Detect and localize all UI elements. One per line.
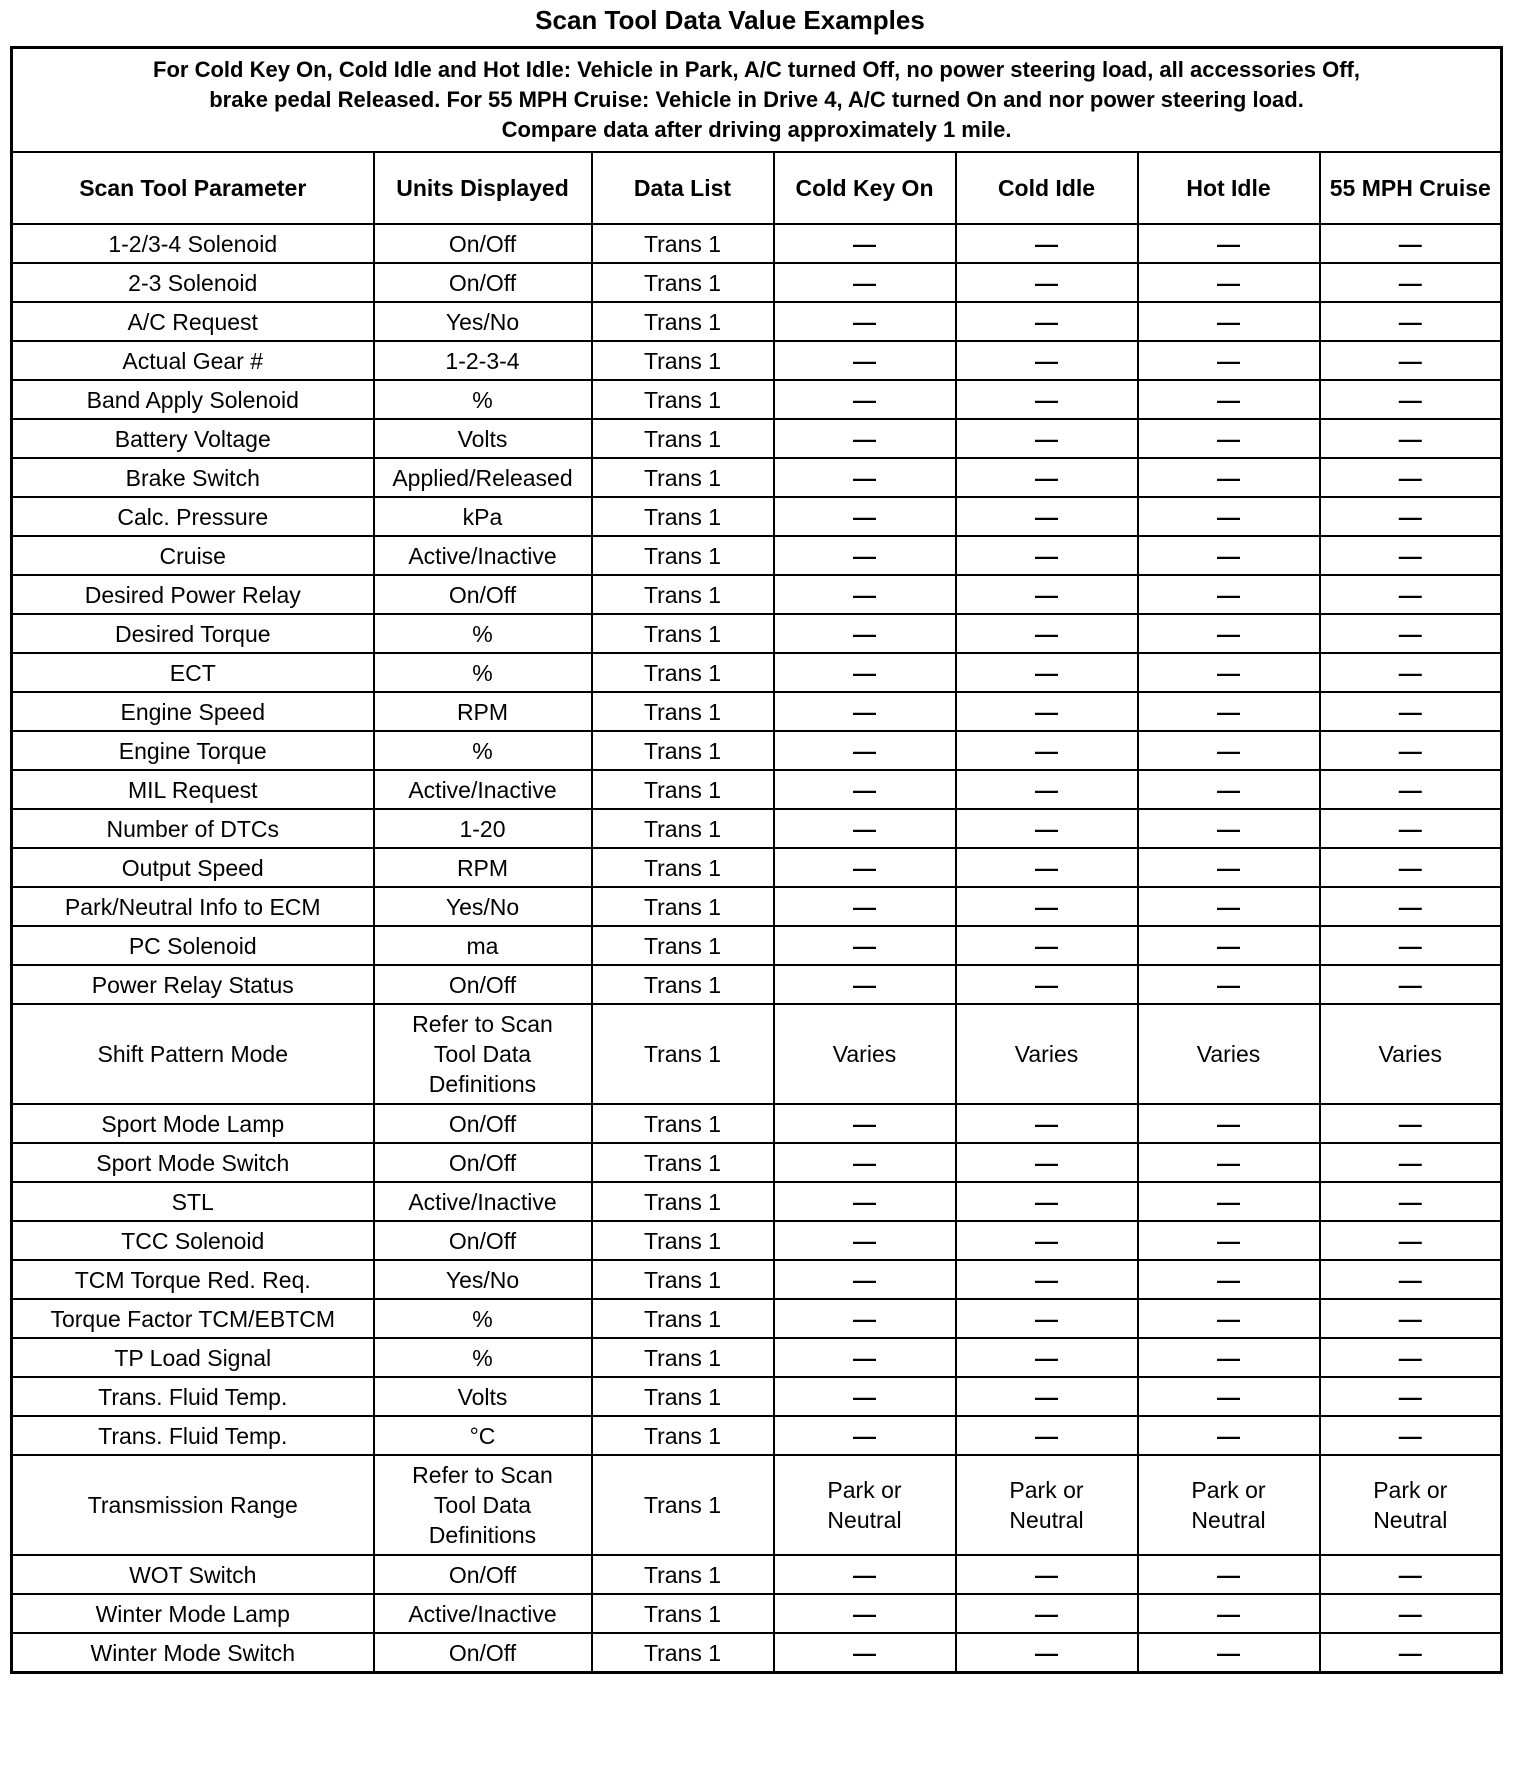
cell-units: On/Off	[374, 1143, 592, 1182]
cell-parameter: Brake Switch	[12, 458, 374, 497]
cell-cold-key-on: —	[774, 341, 956, 380]
cell-cold-key-on: —	[774, 1338, 956, 1377]
cell-55-mph-cruise: —	[1320, 926, 1502, 965]
cell-hot-idle: —	[1138, 887, 1320, 926]
cell-data-list: Trans 1	[592, 1377, 774, 1416]
cell-cold-idle: —	[956, 614, 1138, 653]
cell-hot-idle: —	[1138, 1416, 1320, 1455]
cell-cold-idle: —	[956, 224, 1138, 263]
cell-hot-idle: —	[1138, 1338, 1320, 1377]
cell-cold-key-on: —	[774, 1221, 956, 1260]
header-scan-tool-parameter: Scan Tool Parameter	[12, 152, 374, 224]
cell-55-mph-cruise: —	[1320, 458, 1502, 497]
table-row	[12, 926, 1502, 965]
cell-parameter: Engine Speed	[12, 692, 374, 731]
cell-data-list: Trans 1	[592, 1594, 774, 1633]
cell-parameter: Winter Mode Lamp	[12, 1594, 374, 1633]
cell-parameter: Trans. Fluid Temp.	[12, 1416, 374, 1455]
table-row	[12, 1104, 1502, 1143]
cell-cold-key-on: —	[774, 1104, 956, 1143]
cell-data-list: Trans 1	[592, 1338, 774, 1377]
cell-cold-idle: —	[956, 302, 1138, 341]
cell-parameter: TCC Solenoid	[12, 1221, 374, 1260]
cell-data-list: Trans 1	[592, 1455, 774, 1555]
cell-cold-key-on: —	[774, 1260, 956, 1299]
header-cold-idle: Cold Idle	[956, 152, 1138, 224]
cell-parameter: Shift Pattern Mode	[12, 1004, 374, 1104]
cell-hot-idle: —	[1138, 1104, 1320, 1143]
cell-parameter: Sport Mode Switch	[12, 1143, 374, 1182]
note-line: brake pedal Released. For 55 MPH Cruise: Vehicle in Drive 4, A/C turned On and nor power steering load.	[209, 87, 1304, 112]
cell-units: On/Off	[374, 1104, 592, 1143]
table-row	[12, 224, 1502, 263]
cell-data-list: Trans 1	[592, 1555, 774, 1594]
cell-cold-idle: Varies	[956, 1004, 1138, 1104]
cell-55-mph-cruise: —	[1320, 692, 1502, 731]
header-55-mph-cruise: 55 MPH Cruise	[1320, 152, 1502, 224]
cell-data-list: Trans 1	[592, 1221, 774, 1260]
cell-cold-idle: —	[956, 419, 1138, 458]
cell-parameter: Park/Neutral Info to ECM	[12, 887, 374, 926]
cell-data-list: Trans 1	[592, 1004, 774, 1104]
table-row	[12, 1633, 1502, 1673]
cell-55-mph-cruise: —	[1320, 419, 1502, 458]
conditions-note	[12, 48, 1502, 153]
cell-data-list: Trans 1	[592, 263, 774, 302]
table-row	[12, 848, 1502, 887]
cell-cold-idle: —	[956, 575, 1138, 614]
cell-units: %	[374, 614, 592, 653]
table-row	[12, 1004, 1502, 1104]
table-row	[12, 536, 1502, 575]
cell-cold-idle: —	[956, 1104, 1138, 1143]
cell-55-mph-cruise: —	[1320, 302, 1502, 341]
cell-cold-idle: —	[956, 1260, 1138, 1299]
table-row	[12, 1143, 1502, 1182]
cell-data-list: Trans 1	[592, 536, 774, 575]
cell-cold-idle: —	[956, 1416, 1138, 1455]
cell-units: On/Off	[374, 965, 592, 1004]
cell-cold-key-on: —	[774, 458, 956, 497]
cell-data-list: Trans 1	[592, 1260, 774, 1299]
cell-units: On/Off	[374, 1221, 592, 1260]
cell-cold-idle: —	[956, 1633, 1138, 1673]
cell-parameter: MIL Request	[12, 770, 374, 809]
cell-units: Yes/No	[374, 887, 592, 926]
cell-cold-key-on: —	[774, 497, 956, 536]
cell-55-mph-cruise: —	[1320, 1594, 1502, 1633]
cell-units: %	[374, 380, 592, 419]
cell-hot-idle: —	[1138, 1143, 1320, 1182]
cell-parameter: Cruise	[12, 536, 374, 575]
cell-parameter: Battery Voltage	[12, 419, 374, 458]
cell-hot-idle: —	[1138, 458, 1320, 497]
cell-units: On/Off	[374, 263, 592, 302]
table-row	[12, 1594, 1502, 1633]
table-row	[12, 614, 1502, 653]
cell-parameter: Output Speed	[12, 848, 374, 887]
table-row	[12, 419, 1502, 458]
cell-cold-idle: —	[956, 1182, 1138, 1221]
cell-cold-idle: —	[956, 497, 1138, 536]
cell-cold-key-on: —	[774, 1143, 956, 1182]
cell-hot-idle: —	[1138, 497, 1320, 536]
cell-units: Applied/Released	[374, 458, 592, 497]
cell-data-list: Trans 1	[592, 1143, 774, 1182]
cell-cold-key-on: —	[774, 614, 956, 653]
cell-parameter: WOT Switch	[12, 1555, 374, 1594]
cell-parameter: Engine Torque	[12, 731, 374, 770]
cell-units: °C	[374, 1416, 592, 1455]
cell-hot-idle: —	[1138, 263, 1320, 302]
cell-cold-idle: —	[956, 1221, 1138, 1260]
cell-units: Active/Inactive	[374, 770, 592, 809]
cell-parameter: STL	[12, 1182, 374, 1221]
cell-parameter: 2-3 Solenoid	[12, 263, 374, 302]
table-row	[12, 1260, 1502, 1299]
cell-55-mph-cruise: —	[1320, 1221, 1502, 1260]
cell-cold-key-on: —	[774, 848, 956, 887]
cell-units: Active/Inactive	[374, 536, 592, 575]
cell-55-mph-cruise: —	[1320, 770, 1502, 809]
cell-parameter: Sport Mode Lamp	[12, 1104, 374, 1143]
table-body	[12, 224, 1502, 1673]
cell-data-list: Trans 1	[592, 341, 774, 380]
cell-55-mph-cruise: —	[1320, 1104, 1502, 1143]
cell-data-list: Trans 1	[592, 497, 774, 536]
page-title: Scan Tool Data Value Examples	[535, 5, 925, 35]
cell-hot-idle: —	[1138, 653, 1320, 692]
cell-cold-idle: —	[956, 653, 1138, 692]
cell-units: RPM	[374, 848, 592, 887]
cell-data-list: Trans 1	[592, 770, 774, 809]
cell-cold-key-on: —	[774, 809, 956, 848]
cell-hot-idle: —	[1138, 536, 1320, 575]
cell-units: On/Off	[374, 1555, 592, 1594]
cell-55-mph-cruise: —	[1320, 731, 1502, 770]
cell-hot-idle: —	[1138, 1299, 1320, 1338]
table-row	[12, 1377, 1502, 1416]
table-row	[12, 341, 1502, 380]
cell-data-list: Trans 1	[592, 926, 774, 965]
cell-55-mph-cruise: —	[1320, 224, 1502, 263]
table-row	[12, 770, 1502, 809]
table-row	[12, 692, 1502, 731]
cell-units: %	[374, 1299, 592, 1338]
cell-cold-key-on: —	[774, 926, 956, 965]
cell-parameter: Torque Factor TCM/EBTCM	[12, 1299, 374, 1338]
cell-parameter: Winter Mode Switch	[12, 1633, 374, 1673]
cell-cold-idle: —	[956, 536, 1138, 575]
scan-tool-table	[10, 46, 1503, 1674]
cell-55-mph-cruise: —	[1320, 848, 1502, 887]
header-cold-key-on: Cold Key On	[774, 152, 956, 224]
table-row	[12, 1416, 1502, 1455]
cell-cold-key-on: Varies	[774, 1004, 956, 1104]
cell-hot-idle: —	[1138, 1260, 1320, 1299]
cell-parameter: 1-2/3-4 Solenoid	[12, 224, 374, 263]
cell-cold-idle: —	[956, 1594, 1138, 1633]
cell-55-mph-cruise: —	[1320, 575, 1502, 614]
cell-parameter: Band Apply Solenoid	[12, 380, 374, 419]
cell-hot-idle: —	[1138, 575, 1320, 614]
cell-cold-idle: —	[956, 848, 1138, 887]
cell-hot-idle: —	[1138, 770, 1320, 809]
cell-55-mph-cruise: —	[1320, 1143, 1502, 1182]
cell-hot-idle: —	[1138, 848, 1320, 887]
cell-cold-idle: Park or Neutral	[956, 1455, 1138, 1555]
cell-data-list: Trans 1	[592, 458, 774, 497]
cell-cold-key-on: —	[774, 1182, 956, 1221]
cell-hot-idle: —	[1138, 692, 1320, 731]
cell-cold-key-on: —	[774, 536, 956, 575]
cell-data-list: Trans 1	[592, 809, 774, 848]
header-hot-idle: Hot Idle	[1138, 152, 1320, 224]
cell-55-mph-cruise: —	[1320, 1260, 1502, 1299]
cell-cold-key-on: —	[774, 263, 956, 302]
cell-55-mph-cruise: —	[1320, 1299, 1502, 1338]
cell-data-list: Trans 1	[592, 653, 774, 692]
cell-cold-idle: —	[956, 1299, 1138, 1338]
cell-cold-idle: —	[956, 731, 1138, 770]
cell-hot-idle: —	[1138, 926, 1320, 965]
cell-cold-key-on: Park or Neutral	[774, 1455, 956, 1555]
table-row	[12, 458, 1502, 497]
cell-cold-idle: —	[956, 1377, 1138, 1416]
cell-units: On/Off	[374, 224, 592, 263]
cell-55-mph-cruise: —	[1320, 809, 1502, 848]
cell-cold-key-on: —	[774, 770, 956, 809]
cell-hot-idle: —	[1138, 419, 1320, 458]
cell-units: On/Off	[374, 1633, 592, 1673]
cell-data-list: Trans 1	[592, 224, 774, 263]
cell-55-mph-cruise: —	[1320, 380, 1502, 419]
cell-units: kPa	[374, 497, 592, 536]
cell-hot-idle: Park or Neutral	[1138, 1455, 1320, 1555]
cell-units: ma	[374, 926, 592, 965]
cell-data-list: Trans 1	[592, 1416, 774, 1455]
cell-data-list: Trans 1	[592, 1104, 774, 1143]
cell-units: On/Off	[374, 575, 592, 614]
cell-hot-idle: —	[1138, 614, 1320, 653]
cell-cold-key-on: —	[774, 653, 956, 692]
cell-units: 1-20	[374, 809, 592, 848]
cell-data-list: Trans 1	[592, 1182, 774, 1221]
cell-parameter: ECT	[12, 653, 374, 692]
header-row	[12, 152, 1502, 224]
cell-parameter: TCM Torque Red. Req.	[12, 1260, 374, 1299]
cell-55-mph-cruise: Varies	[1320, 1004, 1502, 1104]
cell-55-mph-cruise: —	[1320, 536, 1502, 575]
cell-data-list: Trans 1	[592, 1299, 774, 1338]
cell-units: %	[374, 653, 592, 692]
cell-55-mph-cruise: —	[1320, 614, 1502, 653]
cell-cold-idle: —	[956, 263, 1138, 302]
table-row	[12, 302, 1502, 341]
cell-cold-idle: —	[956, 458, 1138, 497]
table-row	[12, 965, 1502, 1004]
cell-55-mph-cruise: Park or Neutral	[1320, 1455, 1502, 1555]
cell-parameter: Trans. Fluid Temp.	[12, 1377, 374, 1416]
cell-55-mph-cruise: —	[1320, 1555, 1502, 1594]
cell-55-mph-cruise: —	[1320, 497, 1502, 536]
cell-hot-idle: —	[1138, 809, 1320, 848]
table-row	[12, 575, 1502, 614]
cell-55-mph-cruise: —	[1320, 1416, 1502, 1455]
cell-55-mph-cruise: —	[1320, 1338, 1502, 1377]
cell-cold-key-on: —	[774, 1377, 956, 1416]
cell-units: Refer to Scan Tool Data Definitions	[374, 1455, 592, 1555]
cell-cold-key-on: —	[774, 575, 956, 614]
note-line: For Cold Key On, Cold Idle and Hot Idle: Vehicle in Park, A/C turned Off, no power steering load, all accessories Off,	[153, 57, 1360, 82]
cell-parameter: Desired Torque	[12, 614, 374, 653]
cell-data-list: Trans 1	[592, 692, 774, 731]
cell-cold-idle: —	[956, 770, 1138, 809]
cell-parameter: Number of DTCs	[12, 809, 374, 848]
cell-hot-idle: —	[1138, 341, 1320, 380]
cell-hot-idle: —	[1138, 380, 1320, 419]
cell-55-mph-cruise: —	[1320, 1633, 1502, 1673]
note-line: Compare data after driving approximately 1 mile.	[501, 117, 1012, 142]
cell-cold-key-on: —	[774, 1594, 956, 1633]
cell-parameter: Transmission Range	[12, 1455, 374, 1555]
cell-cold-idle: —	[956, 341, 1138, 380]
table-row	[12, 653, 1502, 692]
cell-cold-idle: —	[956, 380, 1138, 419]
cell-cold-key-on: —	[774, 1633, 956, 1673]
cell-hot-idle: —	[1138, 1633, 1320, 1673]
cell-hot-idle: —	[1138, 965, 1320, 1004]
cell-data-list: Trans 1	[592, 302, 774, 341]
header-units-displayed: Units Displayed	[374, 152, 592, 224]
cell-units: 1-2-3-4	[374, 341, 592, 380]
cell-55-mph-cruise: —	[1320, 1377, 1502, 1416]
table-row	[12, 887, 1502, 926]
cell-hot-idle: —	[1138, 224, 1320, 263]
cell-cold-key-on: —	[774, 692, 956, 731]
cell-data-list: Trans 1	[592, 887, 774, 926]
cell-55-mph-cruise: —	[1320, 887, 1502, 926]
cell-55-mph-cruise: —	[1320, 1182, 1502, 1221]
cell-hot-idle: —	[1138, 1221, 1320, 1260]
table-row	[12, 497, 1502, 536]
cell-units: %	[374, 731, 592, 770]
table-row	[12, 1338, 1502, 1377]
cell-units: Volts	[374, 1377, 592, 1416]
header-data-list: Data List	[592, 152, 774, 224]
cell-parameter: Power Relay Status	[12, 965, 374, 1004]
cell-cold-idle: —	[956, 809, 1138, 848]
cell-units: %	[374, 1338, 592, 1377]
cell-cold-idle: —	[956, 965, 1138, 1004]
cell-data-list: Trans 1	[592, 1633, 774, 1673]
cell-cold-key-on: —	[774, 731, 956, 770]
cell-cold-key-on: —	[774, 1299, 956, 1338]
cell-data-list: Trans 1	[592, 614, 774, 653]
table-row	[12, 809, 1502, 848]
cell-cold-key-on: —	[774, 224, 956, 263]
cell-hot-idle: —	[1138, 731, 1320, 770]
cell-parameter: PC Solenoid	[12, 926, 374, 965]
cell-cold-key-on: —	[774, 419, 956, 458]
cell-cold-idle: —	[956, 692, 1138, 731]
cell-cold-idle: —	[956, 1143, 1138, 1182]
cell-data-list: Trans 1	[592, 848, 774, 887]
cell-cold-idle: —	[956, 1338, 1138, 1377]
cell-cold-key-on: —	[774, 965, 956, 1004]
table-row	[12, 380, 1502, 419]
cell-units: Active/Inactive	[374, 1182, 592, 1221]
cell-units: Refer to Scan Tool Data Definitions	[374, 1004, 592, 1104]
cell-data-list: Trans 1	[592, 380, 774, 419]
cell-data-list: Trans 1	[592, 731, 774, 770]
cell-hot-idle: —	[1138, 1594, 1320, 1633]
table-row	[12, 1555, 1502, 1594]
table-row	[12, 1221, 1502, 1260]
cell-units: RPM	[374, 692, 592, 731]
cell-units: Yes/No	[374, 1260, 592, 1299]
cell-hot-idle: —	[1138, 1182, 1320, 1221]
cell-units: Volts	[374, 419, 592, 458]
cell-units: Active/Inactive	[374, 1594, 592, 1633]
cell-data-list: Trans 1	[592, 419, 774, 458]
conditions-note-row	[12, 48, 1502, 153]
table-row	[12, 1299, 1502, 1338]
cell-hot-idle: —	[1138, 1555, 1320, 1594]
cell-cold-key-on: —	[774, 1416, 956, 1455]
cell-data-list: Trans 1	[592, 965, 774, 1004]
cell-hot-idle: Varies	[1138, 1004, 1320, 1104]
cell-55-mph-cruise: —	[1320, 653, 1502, 692]
cell-55-mph-cruise: —	[1320, 341, 1502, 380]
table-row	[12, 731, 1502, 770]
cell-cold-key-on: —	[774, 380, 956, 419]
cell-cold-key-on: —	[774, 302, 956, 341]
cell-data-list: Trans 1	[592, 575, 774, 614]
cell-cold-idle: —	[956, 887, 1138, 926]
table-row	[12, 263, 1502, 302]
cell-hot-idle: —	[1138, 302, 1320, 341]
cell-parameter: Calc. Pressure	[12, 497, 374, 536]
cell-55-mph-cruise: —	[1320, 263, 1502, 302]
table-row	[12, 1182, 1502, 1221]
cell-cold-key-on: —	[774, 1555, 956, 1594]
cell-hot-idle: —	[1138, 1377, 1320, 1416]
cell-cold-idle: —	[956, 1555, 1138, 1594]
cell-units: Yes/No	[374, 302, 592, 341]
cell-cold-key-on: —	[774, 887, 956, 926]
table-row	[12, 1455, 1502, 1555]
cell-parameter: TP Load Signal	[12, 1338, 374, 1377]
cell-cold-idle: —	[956, 926, 1138, 965]
cell-parameter: Desired Power Relay	[12, 575, 374, 614]
cell-parameter: Actual Gear #	[12, 341, 374, 380]
cell-55-mph-cruise: —	[1320, 965, 1502, 1004]
cell-parameter: A/C Request	[12, 302, 374, 341]
